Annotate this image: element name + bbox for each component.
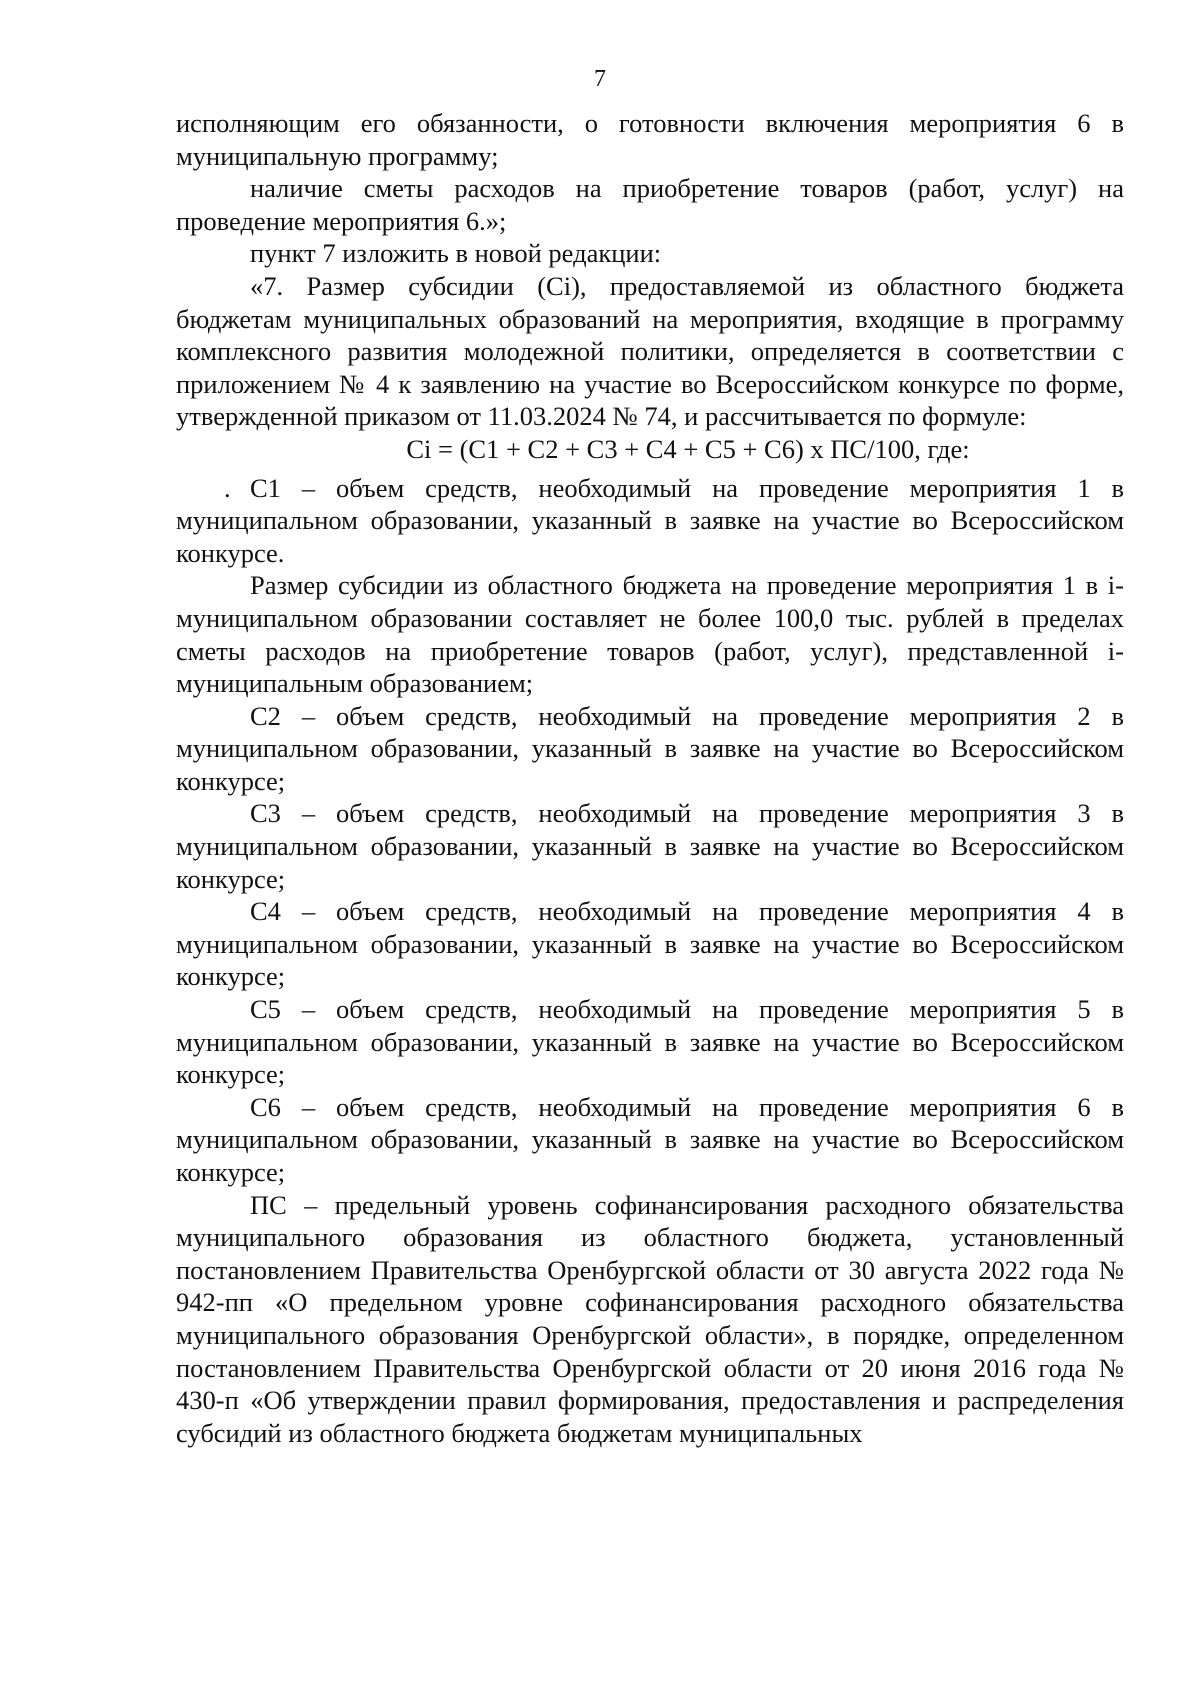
- paragraph-c4: C4 – объем средств, необходимый на проведение мероприятия 4 в муниципальном образовании, указанный в заявке на участие во Всероссийском конкурсе;: [176, 896, 1124, 992]
- paragraph-c1-limit: Размер субсидии из областного бюджета на проведение мероприятия 1 в i-муниципальном образовании составляет не более 100,0 тыс. рублей в пределах сметы расходов на приобретение товаров (работ, услуг), представленной i-муниципальным образованием;: [176, 570, 1124, 699]
- paragraph-c1-text: C1 – объем средств, необходимый на проведение мероприятия 1 в муниципальном образовании, указанный в заявке на участие во Всероссийском конкурсе.: [176, 472, 1124, 568]
- paragraph-c1: [176, 472, 1124, 570]
- paragraph-ps: ПС – предельный уровень софинансирования расходного обязательства муниципального образования из областного бюджета, установленный постановлением Правительства Оренбургской области от 30 августа 2022 года № 942-пп «О предельном уровне софинансирования расходного обязательства муниципального образования Оренбургской области», в порядке, определенном постановлением Правительства Оренбургской области от 20 июня 2016 года № 430-п «Об утверждении правил формирования, предоставления и распределения субсидий из областного бюджета бюджетам муниципальных: [176, 1189, 1124, 1448]
- paragraph-obligations: исполняющим его обязанности, о готовности включения мероприятия 6 в муниципальную программу;: [176, 108, 1124, 171]
- paragraph-item-7: «7. Размер субсидии (Ci), предоставляемой из областного бюджета бюджетам муниципальных образований на мероприятия, входящие в программу комплексного развития молодежной политики, определяется в соответствии с приложением № 4 к заявлению на участие во Всероссийском конкурсе по форме, утвержденной приказом от 11.03.2024 № 74, и рассчитывается по формуле:: [176, 270, 1124, 432]
- paragraph-item-7-heading: пункт 7 изложить в новой редакции:: [250, 238, 662, 269]
- document-body: [176, 107, 1124, 1449]
- paragraph-c5: C5 – объем средств, необходимый на проведение мероприятия 5 в муниципальном образовании, указанный в заявке на участие во Всероссийском конкурсе;: [176, 994, 1124, 1090]
- paragraph-estimate: наличие сметы расходов на приобретение товаров (работ, услуг) на проведение мероприятия 6.»;: [176, 173, 1124, 236]
- subsidy-formula: Ci = (C1 + C2 + C3 + C4 + C5 + C6) х ПС/100, где:: [406, 433, 970, 464]
- paragraph-c3: C3 – объем средств, необходимый на проведение мероприятия 3 в муниципальном образовании, указанный в заявке на участие во Всероссийском конкурсе;: [176, 798, 1124, 894]
- paragraph-c6: C6 – объем средств, необходимый на проведение мероприятия 6 в муниципальном образовании, указанный в заявке на участие во Всероссийском конкурсе;: [176, 1091, 1124, 1187]
- paragraph-c2: C2 – объем средств, необходимый на проведение мероприятия 2 в муниципальном образовании, указанный в заявке на участие во Всероссийском конкурсе;: [176, 700, 1124, 796]
- page-number: 7: [594, 66, 606, 92]
- stray-dot-mark: .: [224, 472, 231, 503]
